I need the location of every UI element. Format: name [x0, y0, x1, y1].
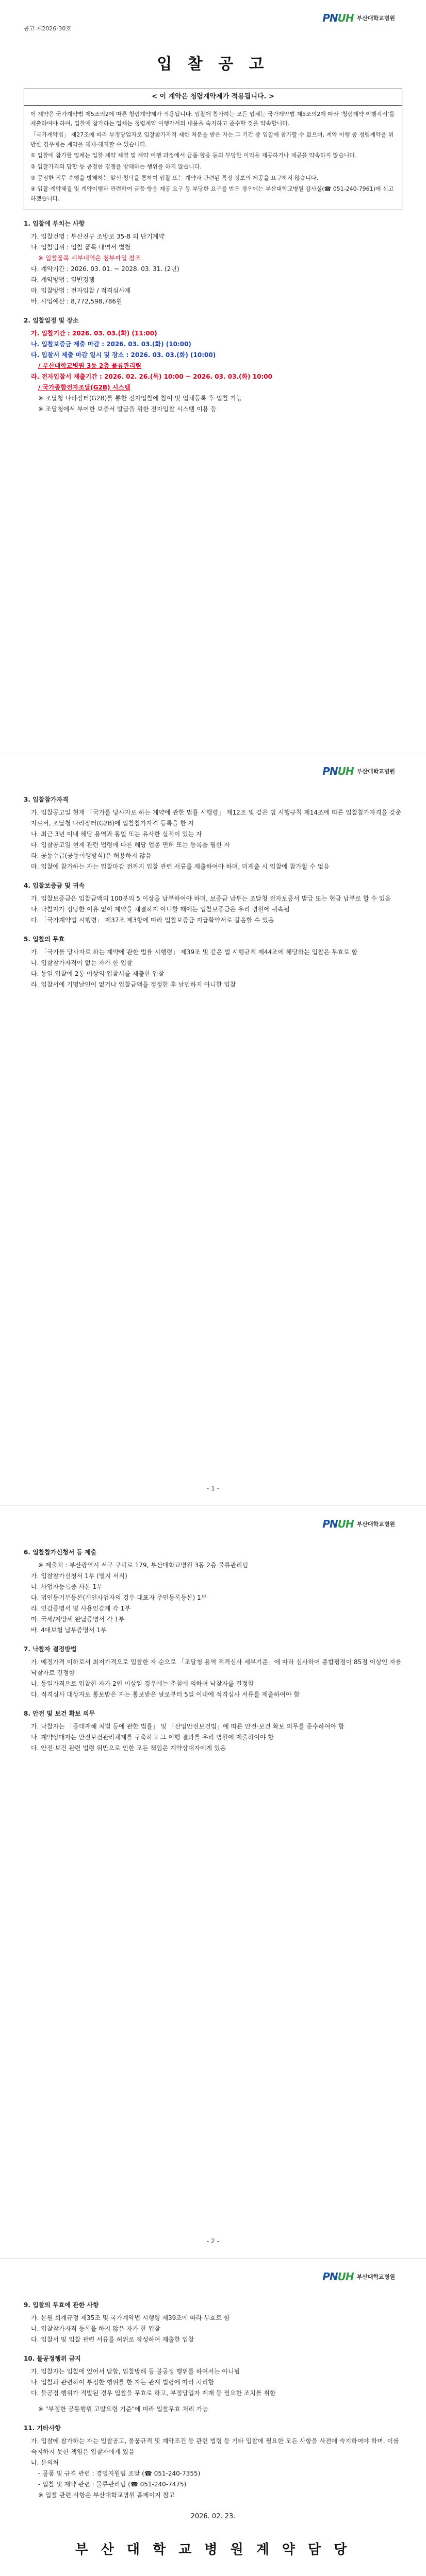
hospital-logo	[322, 762, 395, 781]
list-item-note: ※ 입찰 관련 사항은 부산대학교병원 홈페이지 참고	[38, 2492, 175, 2499]
section-heading: 10. 불공정행위 금지	[24, 2355, 81, 2362]
intro-paragraph: 「국가계약법」 제27조에 따라 부정당업자로 입찰참가자격 제한 처분을 받은 자는 그 기간 중 입찰에 참가할 수 없으며, 계약 이행 중 청렴계약을 위반한 경우에는 계약을 해제·해지할 수 있습니다.	[30, 131, 394, 148]
section-heading: 4. 입찰보증금 및 귀속	[24, 882, 85, 889]
list-item: 다. 입찰서 및 입찰 관련 서류를 허위로 작성하여 제출한 입찰	[31, 2336, 194, 2343]
list-item-note: ※ 조달청 나라장터(G2B)를 통한 전자입찰에 참여 및 업체등록 후 입찰 가능	[38, 394, 242, 402]
list-item: 나. 동일가격으로 입찰한 자가 2인 이상일 경우에는 추첨에 의하여 낙찰자를 결정함	[31, 1680, 254, 1687]
section-misc	[24, 2423, 402, 2501]
issuing-organization: 부 산 대 학 교 병 원 계 약 담 당	[75, 2541, 351, 2557]
list-item: 나. 문의처	[31, 2459, 59, 2466]
list-item: 나. 낙찰자가 정당한 이유 없이 계약을 체결하지 아니할 때에는 입찰보증금은 우리 병원에 귀속됨	[31, 906, 290, 913]
section-schedule	[24, 315, 402, 415]
logo-name: 부산대학교병원	[356, 768, 395, 775]
logo-name: 부산대학교병원	[356, 2273, 395, 2280]
intro-paragraph: ① 입찰에 참가한 업체는 입찰·계약 체결 및 계약 이행 과정에서 금품·향응 등의 부당한 이익을 제공하거나 제공을 약속하지 않습니다.	[30, 152, 357, 159]
list-item: 다. 입찰공고일 현재 관련 법령에 따른 해당 업종 면허 또는 등록을 필한 자	[31, 841, 230, 849]
intro-paragraph: 이 계약은 국가계약법 제5조의2에 따른 청렴계약제가 적용됩니다. 입찰에 참가하는 모든 업체는 국가계약법 제5조의2에 따라 '청렴계약 이행각서'를 제출하여야 하며, 입찰에 참가하는 업체는 청렴계약 이행각서의 내용을 숙지하고 준수할 것을 약속합니다.	[30, 110, 395, 127]
announcement-date: 2026. 02. 23.	[190, 2513, 236, 2520]
section-application-docs	[24, 1547, 402, 1636]
section-heading: 9. 입찰의 무효에 관한 사항	[24, 2301, 99, 2309]
list-item: 나. 입찰과 관련하여 부정한 행위를 한 자는 관계 법령에 따라 처리함	[31, 2379, 214, 2386]
list-item: 다. 동일 입찰에 2통 이상의 입찰서를 제출한 입찰	[31, 970, 165, 977]
page-title: 입 찰 공 고	[157, 55, 269, 74]
section-heading: 7. 낙찰자 결정방법	[24, 1646, 77, 1653]
section-heading: 5. 입찰의 무효	[24, 936, 65, 943]
list-item: 가. 예정가격 이하로서 최저가격으로 입찰한 자 순으로 「조달청 용역 적격심사 세부기준」에 따라 심사하여 종합평점이 85점 이상인 자를 낙찰자로 결정함	[31, 1658, 402, 1676]
logo-mark: PNUH	[322, 1518, 354, 1530]
list-item: 마. 입찰방법 : 전자입찰 / 적격심사제	[31, 286, 131, 294]
list-item: 나. 최근 3년 이내 해당 용역과 동일 또는 유사한 실적이 있는 자	[31, 831, 202, 838]
logo-mark: PNUH	[322, 12, 354, 24]
list-item-highlight: 다. 입찰서 제출 마감 일시 및 장소 : 2026. 03. 03.(화) (10:00)	[31, 351, 216, 359]
section-safety	[24, 1708, 402, 1754]
footnote: ※ "부정한 공동행위 고발요령 기준"에 따라 입찰무효 처리 가능	[38, 2405, 208, 2413]
list-item: 가. 입찰에 참가하는 자는 입찰공고, 물품규격 및 계약조건 등 관련 법령 등 기타 입찰에 필요한 모든 사항을 사전에 숙지하여야 하며, 이를 숙지하지 못한 책임은 입찰자에게 있음	[31, 2437, 399, 2455]
list-item-location: / 부산대학교병원 3동 2층 물류관리팀	[38, 362, 142, 369]
intro-paragraph: ② 입찰가격의 담합 등 공정한 경쟁을 방해하는 행위를 하지 않습니다.	[30, 163, 202, 170]
section-invalidity	[24, 2300, 402, 2345]
list-item: 다. 계약기간 : 2026. 03. 01. ~ 2028. 03. 31. (2년)	[31, 265, 179, 273]
list-item: 다. 적격심사 대상자로 통보받은 자는 통보받은 날로부터 5일 이내에 적격심사 서류를 제출하여야 함	[31, 1691, 300, 1698]
list-item: 나. 입찰참가자격 등록을 하지 않은 자가 한 입찰	[31, 2325, 160, 2332]
section-heading: 2. 입찰일정 및 장소	[24, 316, 79, 324]
list-item: 가. 입찰보증금은 입찰금액의 100분의 5 이상을 납부하여야 하며, 보증금 납부는 조달청 전자보증서 발급 또는 현금 납부로 할 수 있음	[31, 895, 391, 902]
list-item: 나. 입찰범위 : 입찰 품목 내역서 별첨	[31, 243, 131, 251]
list-item: 다. 「국가계약법 시행령」 제37조 제3항에 따라 입찰보증금 지급확약서로 갈음할 수 있음	[31, 917, 274, 924]
hospital-logo	[322, 1515, 395, 1533]
list-item-highlight: 나. 입찰보증금 제출 마감 : 2026. 03. 03.(화) (10:00)	[31, 340, 191, 348]
list-item: 다. 안전·보건 관련 법령 위반으로 인한 모든 책임은 계약상대자에게 있음	[31, 1744, 226, 1752]
section-bid-subject	[24, 218, 402, 307]
list-item: 라. 공동수급(공동이행방식)은 허용하지 않음	[31, 852, 152, 859]
list-item: 라. 입찰서에 기명날인이 없거나 입찰금액을 정정한 후 날인하지 아니한 입찰	[31, 981, 236, 988]
list-item: 나. 사업자등록증 사본 1부	[31, 1583, 103, 1590]
list-item: 가. 본원 회계규정 제35조 및 국가계약법 시행령 제39조에 따라 무효로 함	[31, 2314, 230, 2321]
section-eligibility	[24, 794, 402, 872]
hospital-logo	[322, 2268, 395, 2286]
contact-item: - 물품 및 규격 관련 : 경영지원팀 조달 (☎ 051-240-7355)	[38, 2470, 201, 2477]
list-item: 바. 4대보험 납부증명서 1부	[31, 1626, 107, 1634]
section-invalid-bids	[24, 934, 402, 990]
list-item-location: / 국가종합전자조달(G2B) 시스템	[38, 383, 130, 391]
list-item: 가. 낙찰자는 「중대재해 처벌 등에 관한 법률」 및 「산업안전보건법」에 따른 안전·보건 확보 의무를 준수하여야 함	[31, 1723, 345, 1730]
document-page-4	[0, 2258, 426, 2576]
list-item: 다. 법인등기부등본(개인사업자의 경우 대표자 주민등록등본) 1부	[31, 1594, 207, 1601]
list-item: 라. 인감증명서 및 사용인감계 각 1부	[31, 1605, 130, 1612]
section-heading: 1. 입찰에 부치는 사항	[24, 219, 85, 227]
list-item: 가. 입찰참가신청서 1부 (별지 서식)	[31, 1572, 127, 1580]
section-unfair-practices	[24, 2353, 402, 2415]
list-item: 라. 계약방법 : 일반경쟁	[31, 276, 95, 283]
page-number: - 1 -	[207, 1485, 219, 1492]
section-deposit	[24, 880, 402, 926]
logo-name: 부산대학교병원	[356, 1520, 395, 1528]
list-item: 가. 입찰공고일 현재 「국가를 당사자로 하는 계약에 관한 법률 시행령」 제12조 및 같은 법 시행규칙 제14조에 따른 입찰참가자격을 갖춘 자로서, 조달청 나라장터(G2B)에 입찰참가자격 등록을 한 자	[31, 809, 402, 827]
section-heading: 6. 입찰참가신청서 등 제출	[24, 1549, 97, 1556]
integrity-intro	[24, 106, 402, 210]
logo-mark: PNUH	[322, 765, 354, 777]
document-page-2	[0, 753, 426, 1505]
list-item: 가. 입찰건명 : 부산진구 조방로 35-8 외 단기계약	[31, 232, 165, 240]
list-item-note: ※ 제출처 : 부산광역시 서구 구덕로 179, 부산대학교병원 3동 2층 물류관리팀	[38, 1562, 249, 1569]
integrity-notice: < 이 계약은 청렴계약제가 적용됩니다. >	[24, 89, 402, 106]
document-page-1	[0, 0, 426, 753]
list-item: 마. 입찰에 참가하는 자는 입찰마감 전까지 입찰 관련 서류를 제출하여야 하며, 미제출 시 입찰에 참가할 수 없음	[31, 863, 330, 870]
contact-item: - 입찰 및 계약 관련 : 물류관리팀 (☎ 051-240-7475)	[38, 2481, 187, 2488]
intro-paragraph: ③ 공정한 직무 수행을 방해하는 알선·청탁을 통하여 입찰 또는 계약과 관련된 특정 정보의 제공을 요구하지 않습니다.	[30, 174, 319, 181]
hospital-logo	[322, 9, 395, 27]
list-item: 다. 불공정 행위가 적발된 경우 입찰을 무효로 하고, 부정당업자 제재 등 필요한 조치를 취함	[31, 2389, 276, 2397]
section-heading: 8. 안전 및 보건 확보 의무	[24, 1710, 95, 1717]
logo-mark: PNUH	[322, 2270, 354, 2283]
document-number: 공고 제2026-30호	[24, 25, 71, 32]
intro-paragraph: ④ 입찰·계약체결 및 계약이행과 관련하여 금품·향응 제공 요구 등 부당한 요구를 받은 경우에는 부산대학교병원 감사실(☎ 051-240-7961)에 신고하겠습니다.	[30, 185, 394, 202]
list-item-note: ※ 입찰품목 세부내역은 첨부파일 참조	[38, 254, 141, 262]
list-item: 나. 계약상대자는 안전보건관리체계를 구축하고 그 이행 결과를 우리 병원에 제출하여야 함	[31, 1734, 274, 1741]
list-item: 바. 사업예산 : 8,772,598,786원	[31, 297, 122, 305]
list-item: 가. 「국가를 당사자로 하는 계약에 관한 법률 시행령」 제39조 및 같은 법 시행규칙 제44조에 해당하는 입찰은 무효로 함	[31, 948, 358, 956]
list-item: 나. 입찰참가자격이 없는 자가 한 입찰	[31, 959, 133, 967]
page-number: - 2 -	[207, 2238, 219, 2245]
list-item: 마. 국세/지방세 완납증명서 각 1부	[31, 1616, 125, 1623]
list-item: 가. 입찰자는 입찰에 있어서 담합, 입찰방해 등 불공정 행위를 하여서는 아니됨	[31, 2368, 240, 2375]
list-item-note: ※ 조달청에서 부여한 보증서 발급을 위한 전자입찰 시스템 이용 등	[38, 405, 217, 413]
section-award-method	[24, 1644, 402, 1700]
list-item-highlight: 가. 입찰기간 : 2026. 03. 03.(화) (11:00)	[31, 329, 157, 337]
section-heading: 3. 입찰참가자격	[24, 796, 69, 803]
logo-name: 부산대학교병원	[356, 14, 395, 22]
section-heading: 11. 기타사항	[24, 2425, 61, 2432]
document-page-3	[0, 1505, 426, 2258]
list-item-highlight: 라. 전자입찰서 제출기간 : 2026. 02. 26.(목) 10:00 ~ 2026. 03. 03.(화) 10:00	[31, 372, 272, 380]
